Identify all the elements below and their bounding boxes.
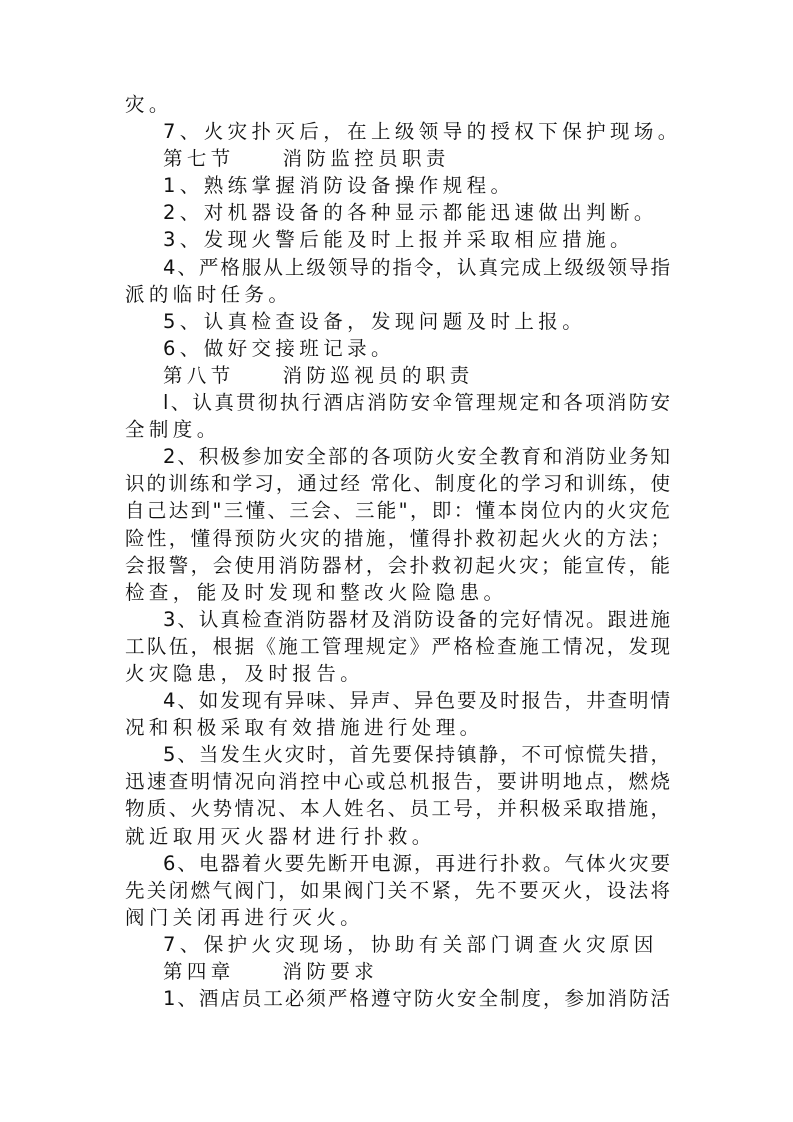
text-line: 物质、火势情况、本人姓名、员工号，并积极采取措施， xyxy=(125,797,670,821)
text-line: 况和积极采取有效措施进行处理。 xyxy=(125,716,484,740)
text-line: 6、电器着火要先断开电源，再进行扑救。气体火灾要 xyxy=(163,851,670,875)
text-line: 迅速查明情况向消控中心或总机报告，要讲明地点，燃烧 xyxy=(125,770,670,794)
text-line: 工队伍，根据《施工管理规定》严格检查施工情况，发现 xyxy=(125,634,670,658)
text-line: 灾。 xyxy=(125,93,173,116)
text-line: 险性，懂得预防火灾的措施，懂得扑救初起火火的方法； xyxy=(125,526,670,550)
text-line: 1、熟练掌握消防设备操作规程。 xyxy=(163,174,515,198)
text-line: 先关闭燃气阀门，如果阀门关不紧，先不要灭火，设法将 xyxy=(125,878,670,902)
text-line: 5、认真检查设备，发现问题及时上报。 xyxy=(163,309,587,333)
text-line: 识的训练和学习，通过经 常化、制度化的学习和训练，使 xyxy=(125,472,670,496)
text-line: l、认真贯彻执行酒店消防安伞管理规定和各项消防安 xyxy=(163,391,670,415)
text-line: 全制度。 xyxy=(125,418,221,442)
text-line: 2、对机器设备的各种显示都能迅速做出判断。 xyxy=(163,201,658,225)
text-line: 2、积极参加安全部的各项防火安全教育和消防业务知 xyxy=(163,445,670,469)
text-line: 6、做好交接班记录。 xyxy=(163,336,395,360)
text-line: 3、发现火警后能及时上报并采取相应措施。 xyxy=(163,228,634,252)
text-line: 第四章 消防要求 xyxy=(163,960,379,983)
text-line: 4、如发现有异味、异声、异色要及时报告，井查明情 xyxy=(163,689,670,713)
text-line: 第八节 消防巡视员的职责 xyxy=(163,363,474,387)
text-line: 7、保护火灾现场，协助有关部门调查火灾原因 xyxy=(163,932,658,956)
text-line: 7、火灾扑灭后，在上级领导的授权下保护现场。 xyxy=(163,120,682,144)
text-line: 检查，能及时发现和整改火险隐患。 xyxy=(125,580,508,604)
text-line: 5、当发生火灾时，首先要保持镇静，不可惊慌失措， xyxy=(163,743,670,767)
text-line: 就近取用灭火器材进行扑救。 xyxy=(125,824,436,848)
text-line: 3、认真检查消防器材及消防设备的完好情况。跟进施 xyxy=(163,607,670,631)
text-line: 阀门关闭再进行灭火。 xyxy=(125,905,365,929)
text-line: 4、严格服从上级领导的指令，认真完成上级级领导指 xyxy=(163,255,670,279)
text-line: 派的临时任务。 xyxy=(125,282,293,306)
text-line: 1、酒店员工必须严格遵守防火安全制度，参加消防活 xyxy=(163,987,670,1011)
text-line: 自己达到"三懂、三会、三能"，即：懂本岗位内的火灾危 xyxy=(125,499,670,523)
text-line: 火灾隐患，及时报告。 xyxy=(125,661,365,685)
document-page xyxy=(125,91,682,1012)
text-line: 第七节 消防监控员职责 xyxy=(163,147,450,171)
text-line: 会报警，会使用消防器材，会扑救初起火灾；能宣传，能 xyxy=(125,553,670,577)
